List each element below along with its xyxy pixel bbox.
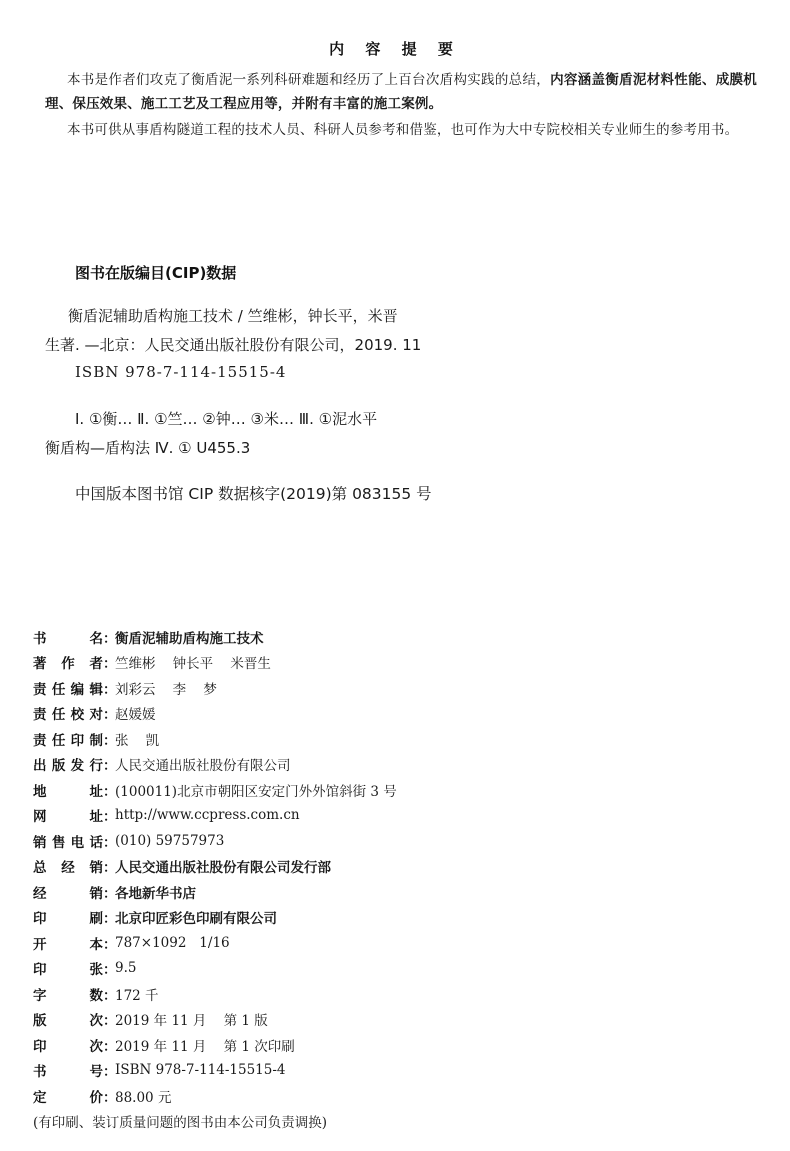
- colophon-value: 赵媛媛: [115, 707, 156, 724]
- colophon-note: (有印刷、装订质量问题的图书由本公司负责调换): [33, 1114, 328, 1131]
- colophon-value: 2019 年 11 月 第 1 版: [115, 1013, 268, 1030]
- cip-line-1: 衡盾泥辅助盾构施工技术 / 竺维彬，钟长平，米晋: [68, 307, 398, 325]
- colophon-colon: ：: [103, 1013, 117, 1030]
- summary-paragraph-1-text: 本书是作者们攻克了衡盾泥一系列科研难题和经历了上百台次盾构实践的总结，: [67, 72, 551, 88]
- summary-title: 内 容 提 要: [329, 40, 461, 58]
- colophon-value: http://www.ccpress.com.cn: [115, 807, 300, 824]
- colophon-row: [33, 675, 753, 701]
- colophon-colon: ：: [103, 1038, 117, 1055]
- colophon-colon: ：: [103, 681, 117, 698]
- colophon-value: 9.5: [115, 960, 137, 977]
- cip-classification-1: Ⅰ. ①衡… Ⅱ. ①竺… ②钟… ③米… Ⅲ. ①泥水平: [75, 410, 378, 428]
- colophon-colon: ：: [103, 885, 117, 902]
- colophon-row: [33, 1007, 753, 1033]
- colophon-row: [33, 1083, 753, 1109]
- colophon-colon: ：: [103, 911, 117, 928]
- colophon-colon: ：: [103, 962, 117, 979]
- colophon-row: [33, 624, 753, 650]
- cip-isbn: ISBN 978-7-114-15515-4: [75, 363, 287, 381]
- colophon-label: 字 数: [33, 987, 103, 1004]
- colophon-label: 责 任 编 辑: [33, 681, 103, 698]
- colophon-row: [33, 905, 753, 931]
- colophon-colon: ：: [103, 987, 117, 1004]
- colophon-label: 出 版 发 行: [33, 758, 103, 775]
- colophon-row: [33, 701, 753, 727]
- colophon-colon: ：: [103, 783, 117, 800]
- colophon-row: [33, 930, 753, 956]
- colophon-value: 2019 年 11 月 第 1 次印刷: [115, 1038, 295, 1055]
- colophon-colon: ：: [103, 758, 117, 775]
- cip-title: 图书在版编目(CIP)数据: [75, 264, 237, 282]
- colophon-label: 销 售 电 话: [33, 834, 103, 851]
- colophon-label: 著 作 者: [33, 656, 103, 673]
- colophon-value: 衡盾泥辅助盾构施工技术: [115, 630, 264, 647]
- colophon: [33, 624, 753, 1131]
- colophon-label: 印 刷: [33, 911, 103, 928]
- colophon-value: 人民交通出版社股份有限公司: [115, 758, 291, 775]
- colophon-colon: ：: [103, 656, 117, 673]
- colophon-value: ISBN 978-7-114-15515-4: [115, 1062, 286, 1079]
- colophon-value: 北京印匠彩色印刷有限公司: [115, 911, 277, 928]
- colophon-colon: ：: [103, 732, 117, 749]
- colophon-row: [33, 879, 753, 905]
- cip-record-number: 中国版本图书馆 CIP 数据核字(2019)第 083155 号: [75, 485, 432, 503]
- colophon-row: [33, 1058, 753, 1084]
- colophon-label: 定 价: [33, 1089, 103, 1106]
- colophon-row: [33, 956, 753, 982]
- colophon-colon: ：: [103, 936, 117, 953]
- colophon-row: [33, 854, 753, 880]
- cip-classification-2: 衡盾构—盾构法 Ⅳ. ① U455.3: [45, 439, 251, 457]
- colophon-colon: ：: [103, 834, 117, 851]
- colophon-label: 总 经 销: [33, 860, 103, 877]
- colophon-label: 印 张: [33, 962, 103, 979]
- colophon-row: [33, 828, 753, 854]
- summary-paragraph-1-emphasis: 内容涵盖衡盾泥材料性能、成膜机理、保压效果、施工工艺及工程应用等，并附有丰富的施工案例。: [45, 72, 758, 112]
- colophon-colon: ：: [103, 860, 117, 877]
- colophon-colon: ：: [103, 630, 117, 647]
- colophon-value: 88.00 元: [115, 1089, 172, 1106]
- colophon-colon: ：: [103, 809, 117, 826]
- colophon-row: [33, 650, 753, 676]
- colophon-label: 版 次: [33, 1013, 103, 1030]
- colophon-row: [33, 1032, 753, 1058]
- summary-paragraph-2: 本书可供从事盾构隧道工程的技术人员、科研人员参考和借鉴，也可作为大中专院校相关专业师生的参考用书。: [67, 122, 739, 138]
- colophon-value: (100011)北京市朝阳区安定门外外馆斜街 3 号: [115, 783, 397, 800]
- colophon-colon: ：: [103, 707, 117, 724]
- colophon-label: 地 址: [33, 783, 103, 800]
- colophon-row: [33, 752, 753, 778]
- colophon-label: 开 本: [33, 936, 103, 953]
- colophon-label: 经 销: [33, 885, 103, 902]
- colophon-row: [33, 777, 753, 803]
- colophon-value: 刘彩云 李 梦: [115, 681, 217, 698]
- colophon-value: 172 千: [115, 987, 159, 1004]
- colophon-colon: ：: [103, 1089, 117, 1106]
- colophon-colon: ：: [103, 1064, 117, 1081]
- summary-paragraph-1: [45, 68, 757, 116]
- colophon-label: 印 次: [33, 1038, 103, 1055]
- cip-line-2: 生著. —北京：人民交通出版社股份有限公司，2019. 11: [45, 336, 422, 354]
- colophon-value: 787×1092 1/16: [115, 934, 230, 951]
- colophon-row: [33, 981, 753, 1007]
- colophon-value: 竺维彬 钟长平 米晋生: [115, 656, 271, 673]
- colophon-value: 各地新华书店: [115, 885, 196, 902]
- colophon-row: [33, 803, 753, 829]
- colophon-value: (010) 59757973: [115, 832, 225, 849]
- colophon-label: 书 名: [33, 630, 103, 647]
- colophon-value: 张 凯: [115, 732, 160, 749]
- colophon-label: 责 任 校 对: [33, 707, 103, 724]
- colophon-value: 人民交通出版社股份有限公司发行部: [115, 860, 331, 877]
- colophon-label: 网 址: [33, 809, 103, 826]
- colophon-label: 书 号: [33, 1064, 103, 1081]
- colophon-label: 责 任 印 制: [33, 732, 103, 749]
- colophon-row: [33, 726, 753, 752]
